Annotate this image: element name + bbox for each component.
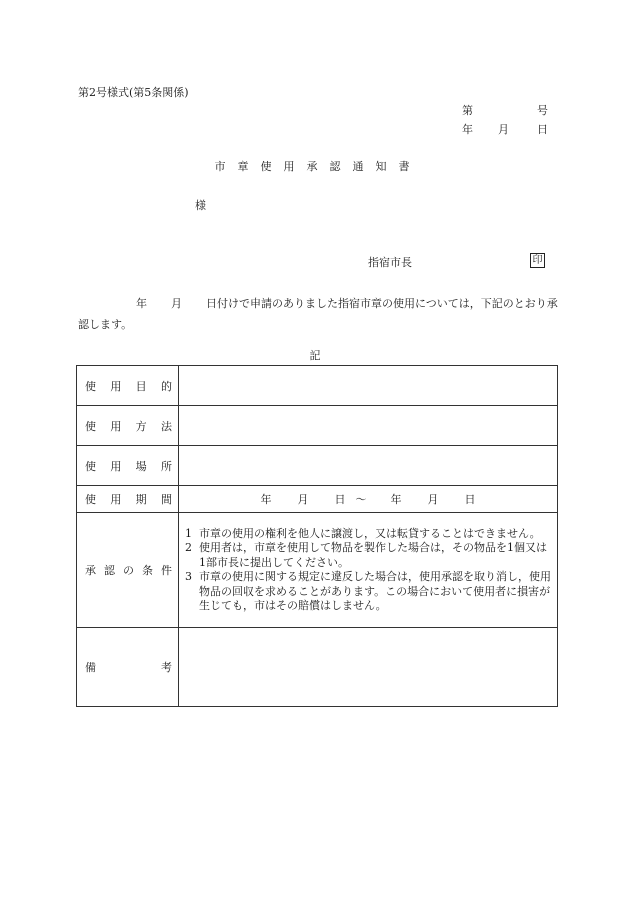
label-char: 使 [85, 379, 96, 393]
table-row-place [77, 446, 558, 486]
form-number-label: 第2号様式(第5条関係) [78, 86, 189, 99]
issuer-name: 指宿市長 [368, 256, 412, 269]
period-tilde: 〜 [355, 493, 367, 506]
conditions-list [179, 513, 558, 628]
label-char: 考 [161, 661, 172, 674]
document-number-suffix: 号 [537, 104, 548, 117]
body-year: 年 [136, 297, 147, 310]
place-value [179, 446, 558, 486]
condition-number: 1 [185, 526, 192, 540]
label-char: 件 [161, 564, 172, 577]
label-char: 法 [160, 419, 172, 433]
addressee-suffix: 様 [195, 199, 206, 212]
method-label [77, 406, 179, 446]
document-number-prefix: 第 [462, 104, 473, 117]
notice-body [78, 293, 560, 335]
label-char: 使 [85, 493, 96, 506]
period-year-2: 年 [390, 493, 402, 506]
document-title: 市章使用承認通知書 [214, 160, 422, 173]
label-char: 的 [160, 379, 172, 393]
remarks-value [179, 628, 558, 707]
condition-text: 使用者は，市章を使用して物品を製作した場合は，その物品を1個又は1部市長に提出してください。 [199, 541, 547, 569]
label-char: 所 [160, 459, 172, 473]
period-label [77, 486, 179, 513]
period-month-1: 月 [297, 493, 309, 506]
label-char: 用 [110, 379, 122, 393]
remarks-label [77, 628, 179, 707]
body-text: 日付けで申請のありました指宿市章の使用については，下記のとおり承認します。 [78, 297, 558, 331]
date-year: 年 [462, 123, 473, 136]
label-char: 条 [142, 564, 153, 577]
period-year-1: 年 [260, 493, 272, 506]
period-month-2: 月 [427, 493, 439, 506]
place-label [77, 446, 179, 486]
condition-text: 市章の使用に関する規定に違反した場合は，使用承認を取り消し，使用物品の回収を求めることがあります。この場合において使用者に損害が生じても，市はその賠償はしません。 [199, 570, 551, 612]
body-month: 月 [171, 297, 182, 310]
table-row-conditions [77, 513, 558, 628]
condition-number: 3 [185, 570, 192, 583]
label-char: 用 [110, 493, 122, 506]
label-char: 使 [85, 459, 96, 473]
table-row-period [77, 486, 558, 513]
conditions-label [77, 513, 179, 628]
date-month: 月 [498, 123, 509, 136]
condition-item [185, 570, 553, 614]
ki-heading: 記 [309, 349, 321, 362]
label-char: 期 [135, 493, 147, 506]
label-char: 間 [160, 493, 172, 506]
table-row-remarks [77, 628, 558, 707]
purpose-label [77, 366, 179, 406]
condition-item [185, 541, 553, 570]
table-row-method [77, 406, 558, 446]
label-char: の [123, 564, 134, 577]
condition-text: 市章の使用の権利を他人に譲渡し，又は転貸することはできません。 [199, 526, 541, 540]
condition-number: 2 [185, 541, 192, 554]
label-char: 目 [135, 379, 147, 393]
seal-mark: 印 [530, 253, 545, 268]
table-row-purpose [77, 366, 558, 406]
label-char: 用 [110, 459, 122, 473]
period-day-2: 日 [464, 493, 476, 506]
label-char: 認 [104, 564, 115, 577]
date-day: 日 [537, 123, 548, 136]
label-char: 使 [85, 419, 96, 433]
label-char: 用 [110, 419, 122, 433]
method-value [179, 406, 558, 446]
label-char: 方 [135, 419, 147, 433]
period-value [179, 486, 558, 513]
label-char: 場 [135, 459, 147, 473]
purpose-value [179, 366, 558, 406]
period-day-1: 日 [334, 493, 346, 506]
approval-table [76, 365, 558, 707]
label-char: 承 [85, 564, 96, 577]
condition-item [185, 527, 553, 542]
label-char: 備 [85, 661, 96, 674]
